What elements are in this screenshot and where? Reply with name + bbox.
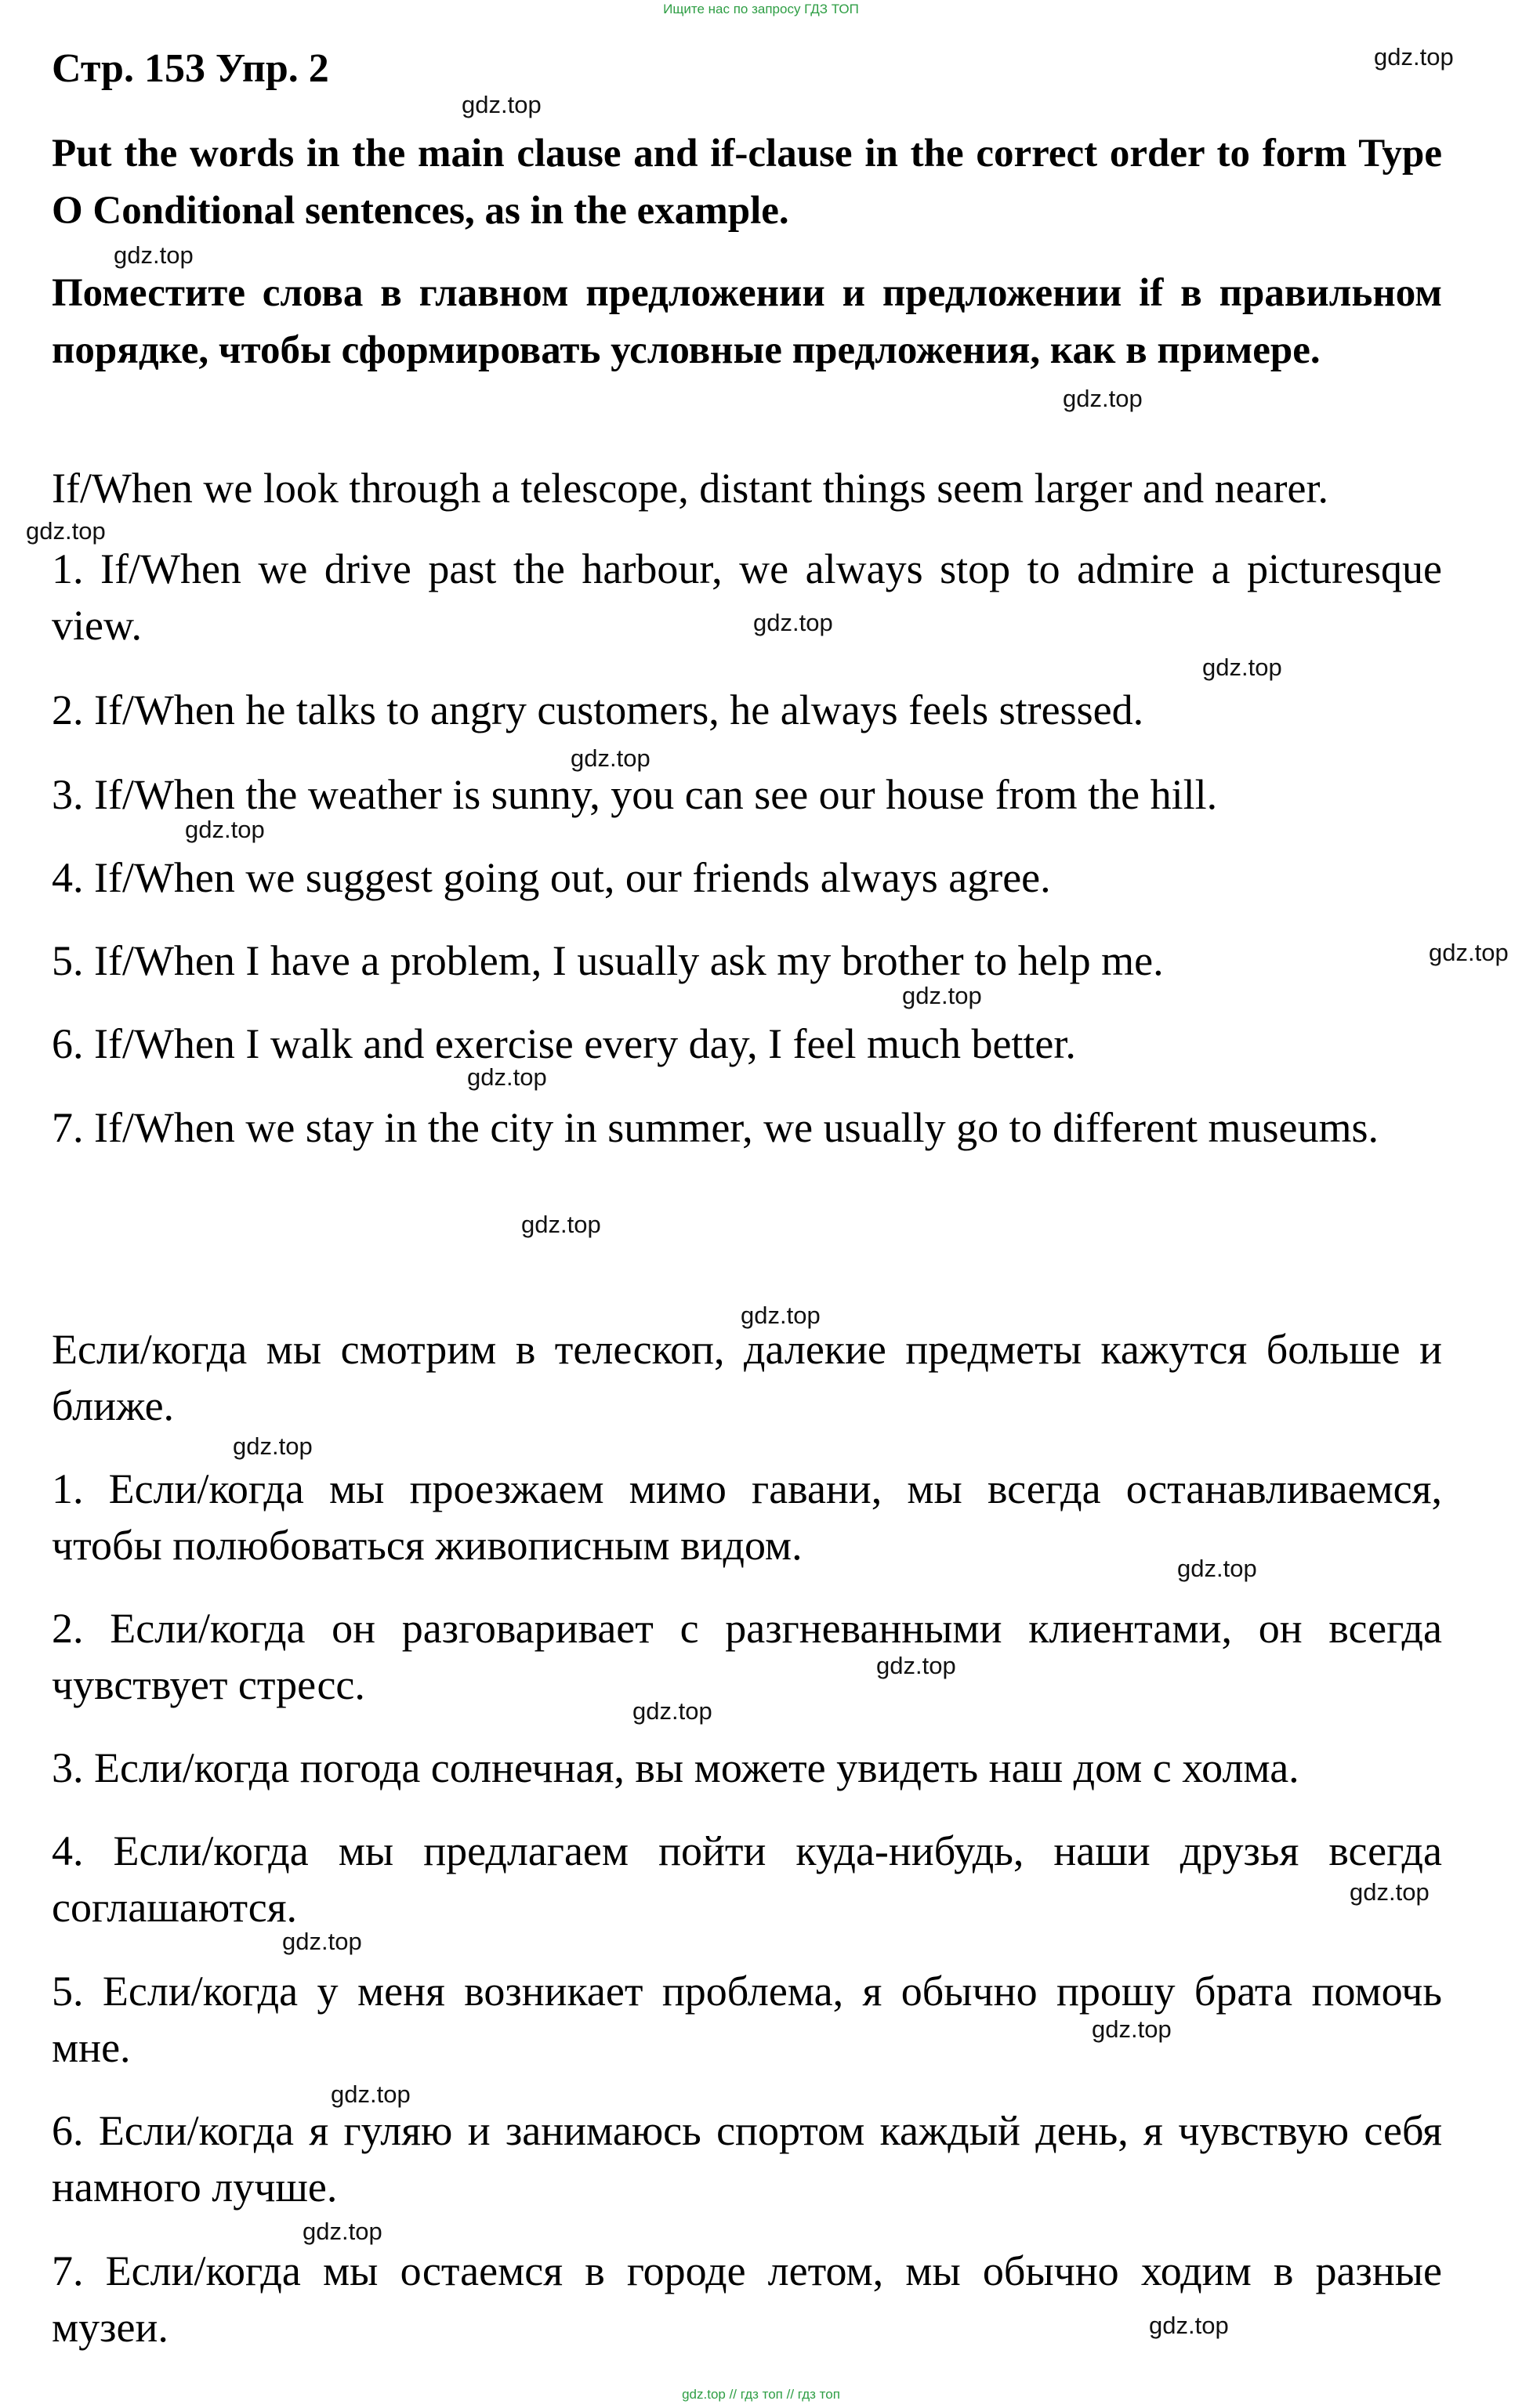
watermark: gdz.top [876, 1652, 956, 1679]
instruction-russian: Поместите слова в главном предложении и предложении if в правильном порядке, чтобы сформировать условные предложения, как в примере. [52, 271, 1442, 372]
russian-item-6: 6. Если/когда я гуляю и занимаюсь спортом каждый день, я чувствую себя намного лучше. [52, 2107, 1442, 2211]
watermark: gdz.top [1177, 1555, 1257, 1582]
watermark: gdz.top [467, 1063, 547, 1091]
site-banner: Ищите нас по запросу ГДЗ ТОП [663, 2, 859, 16]
watermark: gdz.top [1429, 939, 1509, 966]
russian-item-3: 3. Если/когда погода солнечная, вы можете увидеть наш дом с холма. [52, 1744, 1299, 1791]
russian-item-2: 2. Если/когда он разговаривает с разгневанными клиентами, он всегда чувствует стресс. [52, 1605, 1442, 1708]
watermark: gdz.top [26, 517, 106, 545]
watermark: gdz.top [571, 744, 650, 772]
watermark: gdz.top [902, 982, 982, 1009]
watermark: gdz.top [1092, 2015, 1172, 2043]
watermark: gdz.top [632, 1697, 712, 1725]
watermark: gdz.top [1063, 385, 1143, 412]
english-item-3: 3. If/When the weather is sunny, you can see our house from the hill. [52, 771, 1218, 818]
watermark: gdz.top [1374, 43, 1454, 71]
russian-item-4: 4. Если/когда мы предлагаем пойти куда-нибудь, наши друзья всегда соглашаются. [52, 1827, 1442, 1931]
english-item-4: 4. If/When we suggest going out, our friends always agree. [52, 854, 1051, 901]
watermark: gdz.top [1202, 654, 1282, 681]
english-item-1: 1. If/When we drive past the harbour, we always stop to admire a picturesque view. [52, 545, 1442, 649]
watermark: gdz.top [185, 816, 265, 843]
watermark: gdz.top [1149, 2312, 1229, 2339]
watermark: gdz.top [462, 91, 542, 118]
english-item-7: 7. If/When we stay in the city in summer, we usually go to different museums. [52, 1104, 1379, 1151]
instruction-english: Put the words in the main clause and if-clause in the correct order to form Type O Conditional sentences, as in the example. [52, 132, 1442, 233]
english-item-5: 5. If/When I have a problem, I usually ask my brother to help me. [52, 937, 1164, 984]
watermark: gdz.top [114, 241, 194, 269]
watermark: gdz.top [233, 1432, 313, 1460]
page-title: Стр. 153 Упр. 2 [52, 46, 329, 91]
footer-banner: gdz.top // гдз топ // гдз топ [682, 2387, 840, 2402]
watermark: gdz.top [521, 1211, 601, 1238]
russian-item-5: 5. Если/когда у меня возникает проблема, я обычно прошу брата помочь мне. [52, 1968, 1442, 2071]
english-item-2: 2. If/When he talks to angry customers, he always feels stressed. [52, 686, 1144, 733]
watermark: gdz.top [741, 1302, 821, 1329]
english-item-6: 6. If/When I walk and exercise every day, I feel much better. [52, 1020, 1076, 1067]
watermark: gdz.top [331, 2080, 411, 2108]
watermark: gdz.top [303, 2218, 382, 2245]
watermark: gdz.top [1350, 1878, 1430, 1906]
russian-item-7: 7. Если/когда мы остаемся в городе летом, мы обычно ходим в разные музеи. [52, 2247, 1442, 2351]
english-example: If/When we look through a telescope, distant things seem larger and nearer. [52, 465, 1328, 512]
watermark: gdz.top [282, 1928, 362, 1955]
watermark: gdz.top [753, 609, 833, 636]
russian-example: Если/когда мы смотрим в телескоп, далекие предметы кажутся больше и ближе. [52, 1326, 1442, 1429]
russian-item-1: 1. Если/когда мы проезжаем мимо гавани, мы всегда останавливаемся, чтобы полюбоваться живописным видом. [52, 1465, 1442, 1569]
